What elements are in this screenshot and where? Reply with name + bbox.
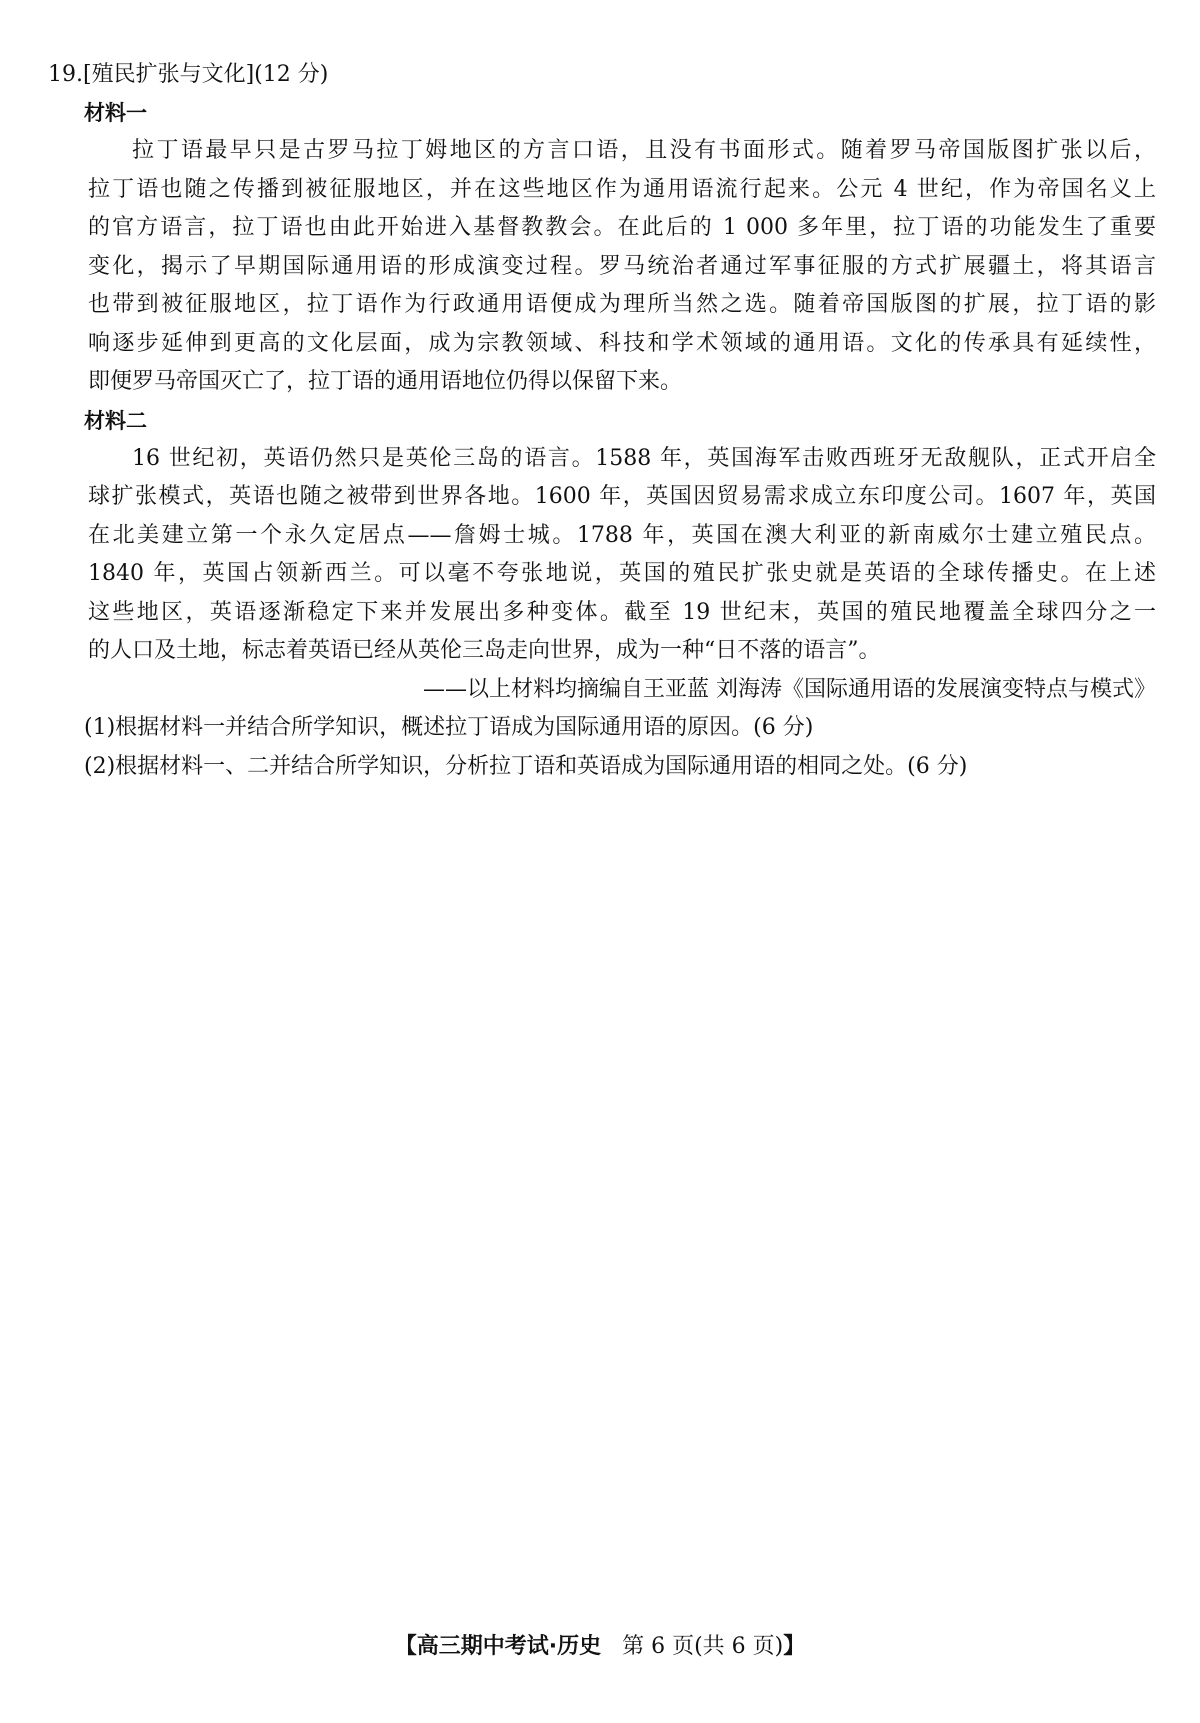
footer-subject: 历史 — [557, 1634, 602, 1659]
material-source: ——以上材料均摘编自王亚蓝 刘海涛《国际通用语的发展演变特点与模式》 — [423, 676, 1156, 702]
footer-page-info: 第 6 页(共 6 页) — [622, 1634, 784, 1659]
text-line: 的官方语言，拉丁语也由此开始进入基督教教会。在此后的 1 000 多年里，拉丁语的功能发生了重要 — [88, 215, 1156, 240]
footer-close-bracket: 】 — [783, 1634, 806, 1659]
sub-question-1: (1)根据材料一并结合所学知识，概述拉丁语成为国际通用语的原因。(6 分) — [84, 715, 814, 740]
text-line: 也带到被征服地区，拉丁语作为行政通用语便成为理所当然之选。随着帝国版图的扩展，拉丁语的影 — [88, 292, 1156, 317]
text-line: 即便罗马帝国灭亡了，拉丁语的通用语地位仍得以保留下来。 — [88, 369, 683, 394]
text-line: 拉丁语也随之传播到被征服地区，并在这些地区作为通用语流行起来。公元 4 世纪，作为帝国名义上 — [88, 176, 1156, 202]
text-line: 1840 年，英国占领新西兰。可以毫不夸张地说，英国的殖民扩张史就是英语的全球传播史。在上述 — [88, 561, 1156, 586]
footer-open-bracket: 【 — [394, 1634, 417, 1659]
question-header — [48, 56, 1156, 94]
text-line: 拉丁语最早只是古罗马拉丁姆地区的方言口语，且没有书面形式。随着罗马帝国版图扩张以后， — [132, 138, 1156, 163]
footer-exam-name: 高三期中考试 — [416, 1634, 549, 1659]
sub-question-2: (2)根据材料一、二并结合所学知识，分析拉丁语和英语成为国际通用语的相同之处。(6 分) — [84, 753, 968, 779]
footer-separator: · — [548, 1634, 558, 1659]
text-line: 16 世纪初，英语仍然只是英伦三岛的语言。1588 年，英国海军击败西班牙无敌舰队，正式开启全 — [132, 445, 1156, 471]
material-1-text — [88, 132, 1156, 402]
text-line: 变化，揭示了早期国际通用语的形成演变过程。罗马统治者通过军事征服的方式扩展疆土，将其语言 — [88, 253, 1156, 279]
question-number: 19. — [48, 62, 83, 87]
material-2-text — [88, 440, 1156, 671]
text-line: 响逐步延伸到更高的文化层面，成为宗教领域、科技和学术领域的通用语。文化的传承具有延续性， — [88, 330, 1156, 356]
material-2-label: 材料二 — [84, 408, 147, 433]
question-19 — [48, 56, 1156, 786]
material-1-label: 材料一 — [84, 101, 147, 125]
text-line: 在北美建立第一个永久定居点——詹姆士城。1788 年，英国在澳大利亚的新南威尔士建立殖民点。 — [88, 522, 1156, 548]
question-title: [殖民扩张与文化](12 分) — [83, 62, 329, 87]
text-line: 的人口及土地，标志着英语已经从英伦三岛走向世界，成为一种“日不落的语言”。 — [88, 638, 881, 663]
text-line: 这些地区，英语逐渐稳定下来并发展出多种变体。截至 19 世纪末，英国的殖民地覆盖全球四分之一 — [88, 599, 1156, 625]
page-footer — [0, 1630, 1200, 1664]
text-line: 球扩张模式，英语也随之被带到世界各地。1600 年，英国因贸易需求成立东印度公司。1607 年，英国 — [88, 484, 1156, 509]
